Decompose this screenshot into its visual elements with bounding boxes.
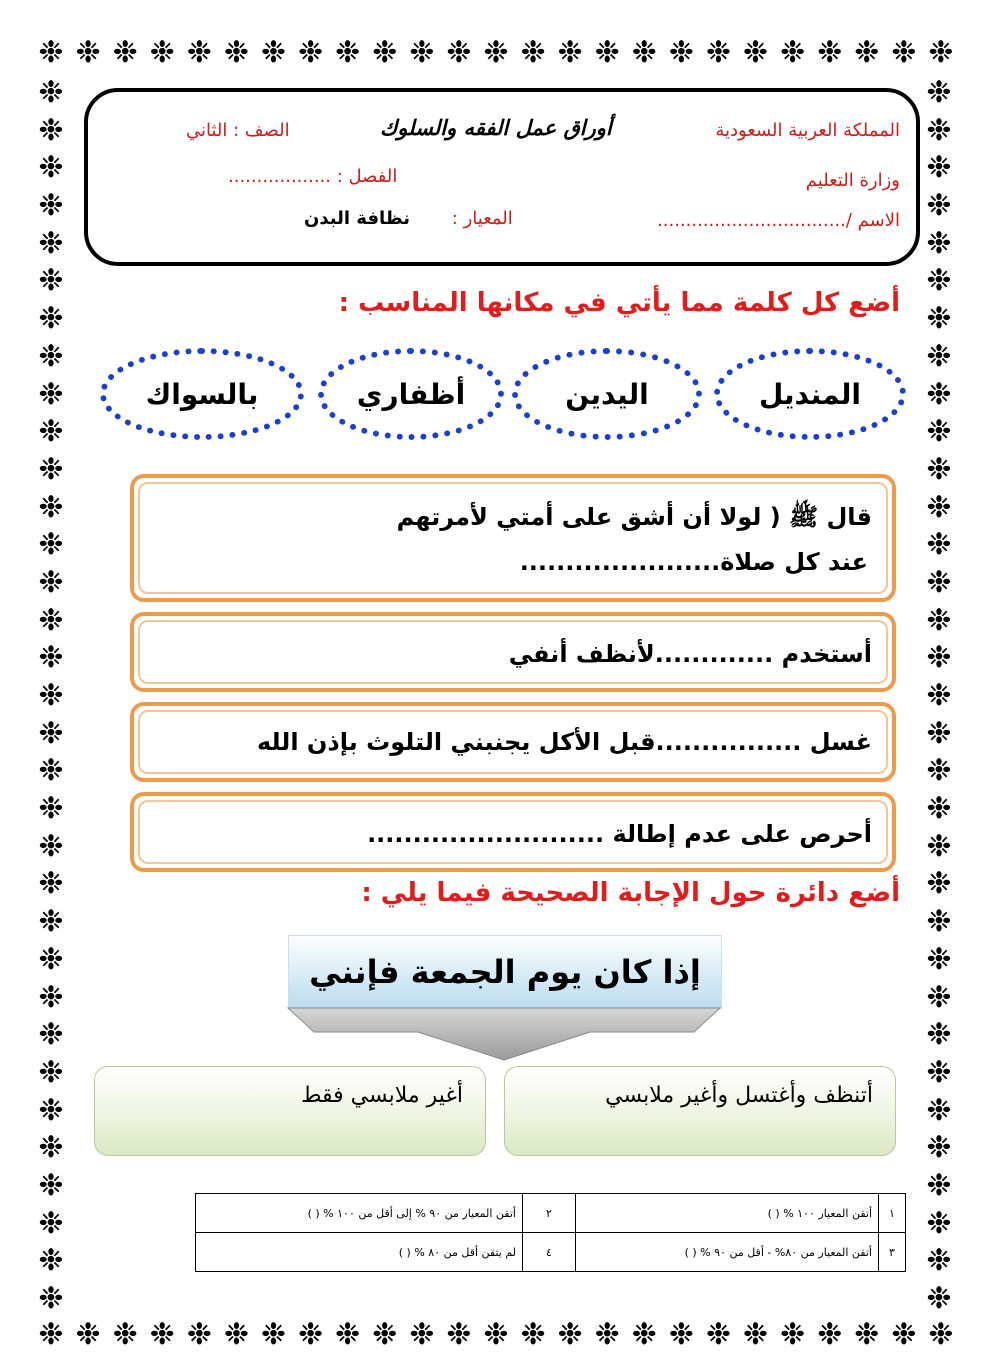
asterisk-flower-icon: ❉	[409, 1318, 435, 1352]
asterisk-flower-icon: ❉	[38, 904, 64, 940]
criteria-cell[interactable]: أتقن المعيار من ٨٠% - أقل من ٩٠ % ( )	[576, 1233, 879, 1272]
standard-value: نظافة البدن	[304, 208, 411, 229]
class-field[interactable]: الفصل : ..................	[228, 166, 398, 187]
sentence-4-text: أحرص على عدم إطالة ..........................	[367, 820, 872, 848]
asterisk-flower-icon: ❉	[926, 150, 952, 186]
asterisk-flower-icon: ❉	[631, 1318, 657, 1352]
asterisk-flower-icon: ❉	[38, 414, 64, 450]
asterisk-flower-icon: ❉	[372, 36, 398, 70]
sentence-2-text: أستخدم .............لأنظف أنفي	[508, 640, 872, 668]
asterisk-flower-icon: ❉	[260, 36, 287, 70]
asterisk-flower-icon: ❉	[297, 36, 324, 70]
sentence-box-1[interactable]	[130, 474, 896, 602]
asterisk-flower-icon: ❉	[38, 828, 64, 864]
asterisk-flower-icon: ❉	[335, 36, 361, 70]
worksheet-title: أوراق عمل الفقه والسلوك	[380, 116, 612, 140]
asterisk-flower-icon: ❉	[75, 36, 101, 70]
standard-row	[304, 208, 513, 229]
criteria-cell[interactable]: أتقن المعيار من ٩٠ % إلى أقل من ١٠٠ % ( )	[196, 1194, 523, 1233]
asterisk-flower-icon: ❉	[297, 1318, 324, 1352]
asterisk-flower-icon: ❉	[38, 791, 64, 827]
asterisk-flower-icon: ❉	[186, 1318, 212, 1352]
sentence-box-2[interactable]	[130, 612, 896, 692]
asterisk-flower-icon: ❉	[817, 36, 843, 70]
asterisk-flower-icon: ❉	[742, 36, 769, 70]
asterisk-flower-icon: ❉	[926, 301, 952, 337]
asterisk-flower-icon: ❉	[705, 36, 731, 70]
asterisk-flower-icon: ❉	[38, 1281, 64, 1316]
section1-title: أضع كل كلمة مما يأتي في مكانها المناسب :	[338, 288, 900, 318]
asterisk-flower-icon: ❉	[668, 36, 694, 70]
asterisk-flower-icon: ❉	[854, 1318, 880, 1352]
asterisk-flower-icon: ❉	[926, 753, 952, 789]
asterisk-flower-icon: ❉	[483, 36, 509, 70]
asterisk-flower-icon: ❉	[926, 828, 952, 864]
asterisk-flower-icon: ❉	[38, 451, 64, 487]
student-name-field[interactable]	[657, 210, 900, 231]
asterisk-flower-icon: ❉	[926, 1017, 952, 1053]
asterisk-flower-icon: ❉	[38, 1318, 64, 1352]
asterisk-flower-icon: ❉	[926, 1130, 952, 1166]
sentence-1-line2: عند كل صلاة......................	[519, 548, 868, 576]
asterisk-flower-icon: ❉	[186, 36, 212, 70]
asterisk-flower-icon: ❉	[520, 36, 546, 70]
criteria-number: ٢	[523, 1194, 576, 1233]
criteria-table	[195, 1193, 906, 1272]
asterisk-flower-icon: ❉	[926, 338, 952, 374]
choice-2-text: أغير ملابسي فقط	[301, 1083, 463, 1108]
asterisk-flower-icon: ❉	[557, 1318, 583, 1352]
asterisk-flower-icon: ❉	[926, 1281, 952, 1316]
asterisk-flower-icon: ❉	[854, 36, 880, 70]
asterisk-flower-icon: ❉	[926, 979, 952, 1015]
table-row	[196, 1194, 906, 1233]
asterisk-flower-icon: ❉	[926, 263, 952, 299]
asterisk-flower-icon: ❉	[38, 678, 64, 713]
sentence-box-3[interactable]	[130, 702, 896, 782]
asterisk-flower-icon: ❉	[38, 1092, 64, 1128]
asterisk-flower-icon: ❉	[260, 1318, 287, 1352]
asterisk-flower-icon: ❉	[926, 564, 952, 600]
asterisk-flower-icon: ❉	[926, 640, 952, 676]
asterisk-flower-icon: ❉	[38, 1243, 64, 1279]
asterisk-flower-icon: ❉	[926, 715, 952, 751]
question-box: إذا كان يوم الجمعة فإنني	[288, 935, 722, 1009]
standard-label: المعيار :	[451, 208, 513, 229]
asterisk-flower-icon: ❉	[926, 1167, 952, 1203]
asterisk-flower-icon: ❉	[38, 640, 64, 676]
asterisk-flower-icon: ❉	[926, 188, 952, 224]
asterisk-flower-icon: ❉	[926, 76, 952, 110]
asterisk-flower-icon: ❉	[705, 1318, 731, 1352]
asterisk-flower-icon: ❉	[38, 979, 64, 1015]
asterisk-flower-icon: ❉	[779, 36, 806, 70]
asterisk-flower-icon: ❉	[38, 188, 64, 224]
border-top	[34, 36, 958, 70]
table-row	[196, 1233, 906, 1272]
asterisk-flower-icon: ❉	[926, 941, 952, 977]
asterisk-flower-icon: ❉	[38, 1205, 64, 1241]
asterisk-flower-icon: ❉	[38, 941, 64, 977]
asterisk-flower-icon: ❉	[926, 866, 952, 902]
asterisk-flower-icon: ❉	[891, 1318, 917, 1352]
asterisk-flower-icon: ❉	[928, 36, 954, 70]
asterisk-flower-icon: ❉	[891, 36, 917, 70]
asterisk-flower-icon: ❉	[38, 602, 64, 638]
grade-label: الصف : الثاني	[186, 120, 290, 141]
asterisk-flower-icon: ❉	[223, 1318, 249, 1352]
asterisk-flower-icon: ❉	[38, 150, 64, 186]
asterisk-flower-icon: ❉	[926, 489, 952, 525]
asterisk-flower-icon: ❉	[38, 866, 64, 902]
asterisk-flower-icon: ❉	[409, 36, 435, 70]
asterisk-flower-icon: ❉	[817, 1318, 843, 1352]
criteria-cell[interactable]: لم يتقن أقل من ٨٠ % ( )	[196, 1233, 523, 1272]
kingdom-label: المملكة العربية السعودية	[715, 120, 900, 141]
criteria-number: ٣	[879, 1233, 906, 1272]
asterisk-flower-icon: ❉	[926, 678, 952, 713]
asterisk-flower-icon: ❉	[335, 1318, 361, 1352]
asterisk-flower-icon: ❉	[38, 489, 64, 525]
asterisk-flower-icon: ❉	[926, 527, 952, 563]
asterisk-flower-icon: ❉	[38, 225, 64, 261]
border-right	[922, 76, 956, 1316]
asterisk-flower-icon: ❉	[926, 602, 952, 638]
sentence-1-line1: قال ﷺ ( لولا أن أشق على أمتي لأمرتهم	[396, 503, 872, 531]
asterisk-flower-icon: ❉	[631, 36, 657, 70]
asterisk-flower-icon: ❉	[926, 904, 952, 940]
asterisk-flower-icon: ❉	[38, 263, 64, 299]
asterisk-flower-icon: ❉	[112, 36, 138, 70]
asterisk-flower-icon: ❉	[38, 76, 64, 110]
asterisk-flower-icon: ❉	[926, 1205, 952, 1241]
choice-1[interactable]	[504, 1066, 896, 1156]
asterisk-flower-icon: ❉	[38, 1054, 64, 1090]
asterisk-flower-icon: ❉	[520, 1318, 546, 1352]
criteria-cell[interactable]: أتقن المعيار ١٠٠ % ( )	[576, 1194, 879, 1233]
asterisk-flower-icon: ❉	[149, 36, 175, 70]
asterisk-flower-icon: ❉	[372, 1318, 398, 1352]
asterisk-flower-icon: ❉	[38, 715, 64, 751]
asterisk-flower-icon: ❉	[926, 225, 952, 261]
sentence-3-text: غسل ................قبل الأكل يجنبني التلوث بإذن الله	[256, 728, 872, 756]
asterisk-flower-icon: ❉	[928, 1318, 954, 1352]
asterisk-flower-icon: ❉	[446, 1318, 472, 1352]
word-oval-1[interactable]: المنديل	[714, 348, 906, 440]
asterisk-flower-icon: ❉	[594, 36, 620, 70]
asterisk-flower-icon: ❉	[38, 338, 64, 374]
asterisk-flower-icon: ❉	[75, 1318, 101, 1352]
asterisk-flower-icon: ❉	[926, 376, 952, 412]
choice-2[interactable]	[94, 1066, 486, 1156]
asterisk-flower-icon: ❉	[38, 301, 64, 337]
asterisk-flower-icon: ❉	[38, 564, 64, 600]
sentence-box-4[interactable]	[130, 792, 896, 872]
asterisk-flower-icon: ❉	[38, 36, 64, 70]
border-left	[34, 76, 68, 1316]
section2-title: أضع دائرة حول الإجابة الصحيحة فيما يلي :	[361, 878, 900, 908]
asterisk-flower-icon: ❉	[668, 1318, 694, 1352]
asterisk-flower-icon: ❉	[38, 376, 64, 412]
asterisk-flower-icon: ❉	[742, 1318, 769, 1352]
ministry-label: وزارة التعليم	[805, 170, 900, 191]
asterisk-flower-icon: ❉	[926, 112, 952, 148]
word-oval-2[interactable]: اليدين	[512, 348, 702, 440]
name-label: الاسم /.................................	[657, 210, 900, 231]
asterisk-flower-icon: ❉	[112, 1318, 138, 1352]
asterisk-flower-icon: ❉	[223, 36, 249, 70]
asterisk-flower-icon: ❉	[926, 1243, 952, 1279]
asterisk-flower-icon: ❉	[483, 1318, 509, 1352]
asterisk-flower-icon: ❉	[926, 414, 952, 450]
asterisk-flower-icon: ❉	[926, 1054, 952, 1090]
asterisk-flower-icon: ❉	[557, 36, 583, 70]
word-oval-4[interactable]: بالسواك	[100, 348, 304, 440]
asterisk-flower-icon: ❉	[38, 527, 64, 563]
asterisk-flower-icon: ❉	[38, 112, 64, 148]
asterisk-flower-icon: ❉	[38, 753, 64, 789]
criteria-number: ١	[879, 1194, 906, 1233]
asterisk-flower-icon: ❉	[446, 36, 472, 70]
asterisk-flower-icon: ❉	[926, 451, 952, 487]
asterisk-flower-icon: ❉	[38, 1130, 64, 1166]
asterisk-flower-icon: ❉	[926, 791, 952, 827]
header-box	[84, 88, 920, 266]
asterisk-flower-icon: ❉	[926, 1092, 952, 1128]
criteria-number: ٤	[523, 1233, 576, 1272]
choice-1-text: أتنظف وأغتسل وأغير ملابسي	[605, 1083, 873, 1108]
asterisk-flower-icon: ❉	[38, 1167, 64, 1203]
border-bottom	[34, 1318, 958, 1352]
down-arrow-icon	[284, 1006, 724, 1064]
asterisk-flower-icon: ❉	[149, 1318, 175, 1352]
asterisk-flower-icon: ❉	[779, 1318, 806, 1352]
asterisk-flower-icon: ❉	[38, 1017, 64, 1053]
asterisk-flower-icon: ❉	[594, 1318, 620, 1352]
word-oval-3[interactable]: أظفاري	[318, 348, 504, 440]
